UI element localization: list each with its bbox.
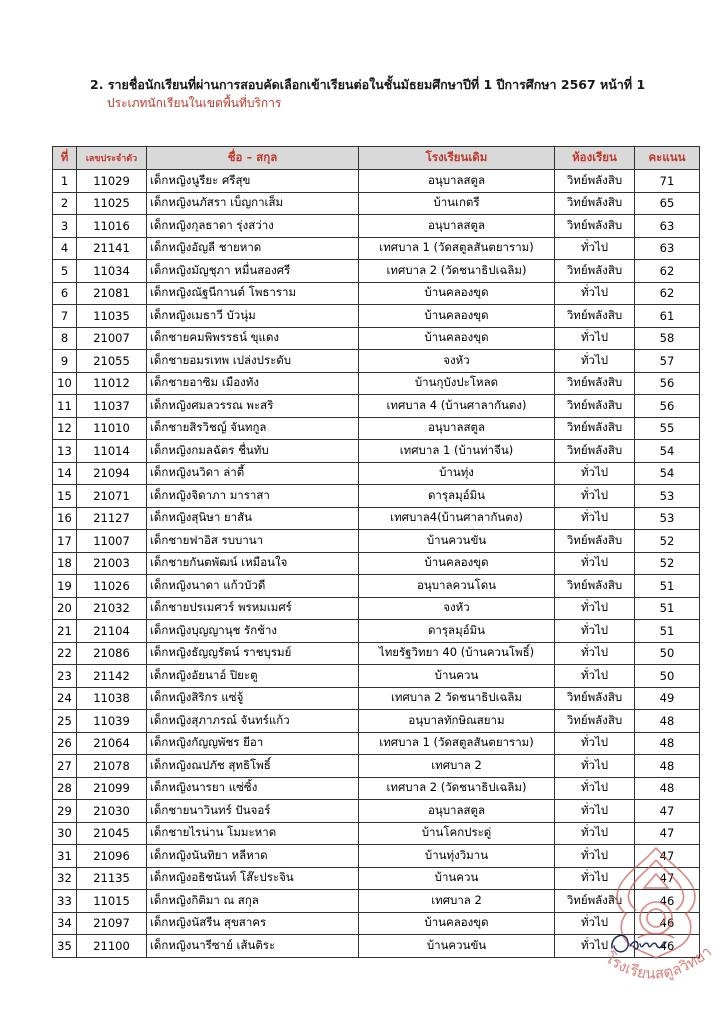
cell-score: 51 [635, 620, 700, 643]
cell-name: เด็กหญิงนันทิยา หลีหาด [147, 845, 359, 868]
cell-score: 50 [635, 642, 700, 665]
cell-no: 13 [53, 440, 77, 463]
cell-room: วิทย์พลังสิบ [555, 215, 635, 238]
cell-no: 19 [53, 575, 77, 598]
table-row [53, 372, 700, 395]
cell-school: บ้านคลองขุด [359, 912, 555, 935]
header-name: ชื่อ – สกุล [147, 147, 359, 170]
cell-student-code: 11014 [77, 440, 147, 463]
cell-student-code: 21064 [77, 732, 147, 755]
cell-room: วิทย์พลังสิบ [555, 260, 635, 283]
header-room: ห้องเรียน [555, 147, 635, 170]
cell-no: 31 [53, 845, 77, 868]
cell-room: ทั่วไป [555, 350, 635, 373]
table-row [53, 665, 700, 688]
table-row [53, 350, 700, 373]
cell-score: 63 [635, 237, 700, 260]
table-row [53, 552, 700, 575]
cell-score: 56 [635, 372, 700, 395]
cell-room: ทั่วไป [555, 597, 635, 620]
cell-name: เด็กชายปรเมศวร์ พรหมเมศร์ [147, 597, 359, 620]
cell-no: 2 [53, 192, 77, 215]
cell-no: 12 [53, 417, 77, 440]
cell-school: อนุบาลสตูล [359, 170, 555, 193]
cell-room: ทั่วไป [555, 800, 635, 823]
cell-score: 65 [635, 192, 700, 215]
table-row [53, 620, 700, 643]
cell-name: เด็กหญิงสุนิษา ยาสัน [147, 507, 359, 530]
cell-room: ทั่วไป [555, 732, 635, 755]
cell-name: เด็กหญิงสุภาภรณ์ จันทร์แก้ว [147, 710, 359, 733]
cell-room: วิทย์พลังสิบ [555, 687, 635, 710]
cell-school: ดารุลมุอ์มิน [359, 485, 555, 508]
cell-student-code: 21045 [77, 822, 147, 845]
cell-school: บ้านคลองขุด [359, 305, 555, 328]
cell-student-code: 11026 [77, 575, 147, 598]
cell-school: อนุบาลสตูล [359, 417, 555, 440]
cell-room: ทั่วไป [555, 507, 635, 530]
cell-room: ทั่วไป [555, 822, 635, 845]
cell-room: ทั่วไป [555, 642, 635, 665]
cell-school: บ้านกุบังปะโหลด [359, 372, 555, 395]
cell-name: เด็กชายนาวินทร์ ปันจอร์ [147, 800, 359, 823]
cell-score: 56 [635, 395, 700, 418]
cell-name: เด็กหญิงนัสรีน สุขสาคร [147, 912, 359, 935]
cell-room: วิทย์พลังสิบ [555, 372, 635, 395]
table-row [53, 912, 700, 935]
cell-student-code: 21097 [77, 912, 147, 935]
table-row [53, 507, 700, 530]
table-row [53, 327, 700, 350]
cell-room: วิทย์พลังสิบ [555, 890, 635, 913]
cell-student-code: 11010 [77, 417, 147, 440]
table-row [53, 440, 700, 463]
cell-no: 29 [53, 800, 77, 823]
cell-no: 35 [53, 935, 77, 958]
cell-school: บ้านควนขัน [359, 530, 555, 553]
table-row [53, 260, 700, 283]
table-row [53, 417, 700, 440]
cell-school: บ้านคลองขุด [359, 282, 555, 305]
cell-score: 62 [635, 260, 700, 283]
cell-no: 5 [53, 260, 77, 283]
cell-score: 53 [635, 507, 700, 530]
cell-name: เด็กหญิงนภัสรา เบ็ญกาเส็ม [147, 192, 359, 215]
table-row [53, 485, 700, 508]
cell-school: บ้านคลองขุด [359, 552, 555, 575]
cell-room: ทั่วไป [555, 462, 635, 485]
cell-room: วิทย์พลังสิบ [555, 192, 635, 215]
cell-school: อนุบาลทักษิณสยาม [359, 710, 555, 733]
cell-name: เด็กหญิงกมลฉัตร ชื่นทับ [147, 440, 359, 463]
cell-score: 58 [635, 327, 700, 350]
cell-school: เทศบาล 2 (วัดชนาธิปเฉลิม) [359, 777, 555, 800]
cell-name: เด็กหญิงบุญญานุช รักช้าง [147, 620, 359, 643]
cell-no: 34 [53, 912, 77, 935]
cell-no: 10 [53, 372, 77, 395]
cell-room: วิทย์พลังสิบ [555, 170, 635, 193]
cell-student-code: 21096 [77, 845, 147, 868]
cell-score: 46 [635, 890, 700, 913]
cell-room: วิทย์พลังสิบ [555, 530, 635, 553]
cell-no: 30 [53, 822, 77, 845]
cell-room: วิทย์พลังสิบ [555, 417, 635, 440]
cell-school: เทศบาล 1 (วัดสตูลสันตยาราม) [359, 732, 555, 755]
cell-name: เด็กหญิงเมธาวี บัวนุ่ม [147, 305, 359, 328]
cell-score: 46 [635, 935, 700, 958]
cell-no: 21 [53, 620, 77, 643]
table-row [53, 192, 700, 215]
cell-student-code: 21055 [77, 350, 147, 373]
cell-room: ทั่วไป [555, 845, 635, 868]
cell-school: บ้านเกตรี [359, 192, 555, 215]
cell-no: 33 [53, 890, 77, 913]
cell-name: เด็กหญิงมัญชุภา หมื่นสองศรี [147, 260, 359, 283]
cell-room: ทั่วไป [555, 327, 635, 350]
cell-name: เด็กหญิงกัญญพัชร ยีอา [147, 732, 359, 755]
cell-school: จงหัว [359, 597, 555, 620]
cell-no: 7 [53, 305, 77, 328]
cell-student-code: 21099 [77, 777, 147, 800]
table-row [53, 732, 700, 755]
cell-student-code: 11037 [77, 395, 147, 418]
cell-student-code: 21003 [77, 552, 147, 575]
cell-school: บ้านทุ่งวิมาน [359, 845, 555, 868]
cell-name: เด็กชายอมรเทพ เปล่งประดับ [147, 350, 359, 373]
cell-no: 9 [53, 350, 77, 373]
cell-room: วิทย์พลังสิบ [555, 440, 635, 463]
cell-score: 48 [635, 732, 700, 755]
cell-student-code: 21086 [77, 642, 147, 665]
cell-score: 71 [635, 170, 700, 193]
cell-name: เด็กหญิงจิดาภา มาราสา [147, 485, 359, 508]
cell-no: 4 [53, 237, 77, 260]
cell-score: 49 [635, 687, 700, 710]
table-row [53, 282, 700, 305]
cell-score: 61 [635, 305, 700, 328]
cell-room: ทั่วไป [555, 777, 635, 800]
cell-room: ทั่วไป [555, 912, 635, 935]
table-row [53, 237, 700, 260]
cell-name: เด็กหญิงณปภัช สุทธิโพธิ์ [147, 755, 359, 778]
cell-school: บ้านควนขัน [359, 935, 555, 958]
cell-score: 47 [635, 822, 700, 845]
cell-name: เด็กหญิงนาดา แก้วบัวดี [147, 575, 359, 598]
cell-name: เด็กชายคมพิพรรธน์ ขุแดง [147, 327, 359, 350]
cell-no: 14 [53, 462, 77, 485]
cell-school: เทศบาล 4 (บ้านศาลากันตง) [359, 395, 555, 418]
document-subtitle: ประเภทนักเรียนในเขตพื้นที่บริการ [107, 96, 282, 110]
cell-room: วิทย์พลังสิบ [555, 395, 635, 418]
cell-student-code: 11012 [77, 372, 147, 395]
cell-room: ทั่วไป [555, 665, 635, 688]
cell-school: จงหัว [359, 350, 555, 373]
cell-student-code: 21078 [77, 755, 147, 778]
cell-no: 20 [53, 597, 77, 620]
cell-score: 46 [635, 912, 700, 935]
cell-score: 52 [635, 552, 700, 575]
cell-school: บ้านควน [359, 665, 555, 688]
cell-name: เด็กหญิงนารีซาย์ เส้นติระ [147, 935, 359, 958]
cell-student-code: 11015 [77, 890, 147, 913]
cell-name: เด็กหญิงกุลธาดา รุ่งสว่าง [147, 215, 359, 238]
cell-score: 55 [635, 417, 700, 440]
cell-no: 25 [53, 710, 77, 733]
cell-school: บ้านทุ่ง [359, 462, 555, 485]
table-row [53, 822, 700, 845]
table-row [53, 845, 700, 868]
cell-no: 26 [53, 732, 77, 755]
cell-student-code: 11038 [77, 687, 147, 710]
cell-name: เด็กหญิงอัญลี ชายหาด [147, 237, 359, 260]
cell-room: ทั่วไป [555, 935, 635, 958]
cell-name: เด็กหญิงสิริกร แซ่จู้ [147, 687, 359, 710]
cell-student-code: 21104 [77, 620, 147, 643]
cell-name: เด็กชายสิรวิชญ์ จันทกูล [147, 417, 359, 440]
cell-name: เด็กหญิงนารยา แซ่ซิ้ง [147, 777, 359, 800]
cell-room: ทั่วไป [555, 620, 635, 643]
cell-room: วิทย์พลังสิบ [555, 710, 635, 733]
cell-school: ไทยรัฐวิทยา 40 (บ้านควนโพธิ์) [359, 642, 555, 665]
table-row [53, 710, 700, 733]
table-row [53, 215, 700, 238]
cell-name: เด็กหญิงอธิชนันท์ โส๊ะประจิน [147, 867, 359, 890]
seal-text: โรงเรียนสตูลวิทยา [601, 942, 716, 983]
cell-school: เทศบาล4(บ้านศาลากันตง) [359, 507, 555, 530]
cell-no: 24 [53, 687, 77, 710]
cell-room: วิทย์พลังสิบ [555, 305, 635, 328]
cell-student-code: 21071 [77, 485, 147, 508]
header-school: โรงเรียนเดิม [359, 147, 555, 170]
cell-no: 11 [53, 395, 77, 418]
cell-name: เด็กชายกันตพัฒน์ เหมือนใจ [147, 552, 359, 575]
cell-name: เด็กหญิงนูรียะ ศรีสุข [147, 170, 359, 193]
cell-student-code: 21032 [77, 597, 147, 620]
cell-student-code: 21081 [77, 282, 147, 305]
cell-score: 54 [635, 462, 700, 485]
table-row [53, 755, 700, 778]
cell-score: 47 [635, 800, 700, 823]
cell-school: เทศบาล 2 [359, 755, 555, 778]
cell-no: 6 [53, 282, 77, 305]
cell-school: บ้านคลองขุด [359, 327, 555, 350]
cell-school: เทศบาล 2 (วัดชนาธิปเฉลิม) [359, 260, 555, 283]
cell-score: 57 [635, 350, 700, 373]
document-heading [90, 76, 690, 112]
cell-student-code: 21100 [77, 935, 147, 958]
cell-name: เด็กหญิงนวิดา ล่าตี้ [147, 462, 359, 485]
cell-school: เทศบาล 1 (บ้านท่าจีน) [359, 440, 555, 463]
cell-no: 16 [53, 507, 77, 530]
table-row [53, 462, 700, 485]
table-row [53, 687, 700, 710]
cell-score: 48 [635, 755, 700, 778]
table-row [53, 395, 700, 418]
document-title: 2. รายชื่อนักเรียนที่ผ่านการสอบคัดเลือกเข้าเรียนต่อในชั้นมัธยมศึกษาปีที่ 1 ปีการศึกษา 2567 หน้าที่ 1 [90, 77, 646, 92]
table-row [53, 597, 700, 620]
cell-room: ทั่วไป [555, 282, 635, 305]
cell-student-code: 21094 [77, 462, 147, 485]
table-row [53, 935, 700, 958]
cell-school: ดารุลมุอ์มิน [359, 620, 555, 643]
header-student-code: เลขประจำตัว [77, 147, 147, 170]
cell-student-code: 21127 [77, 507, 147, 530]
cell-score: 54 [635, 440, 700, 463]
cell-no: 27 [53, 755, 77, 778]
table-row [53, 305, 700, 328]
cell-score: 52 [635, 530, 700, 553]
table-header-row [53, 147, 700, 170]
cell-student-code: 11016 [77, 215, 147, 238]
cell-no: 23 [53, 665, 77, 688]
cell-score: 51 [635, 575, 700, 598]
cell-score: 48 [635, 777, 700, 800]
cell-no: 1 [53, 170, 77, 193]
cell-score: 47 [635, 845, 700, 868]
cell-student-code: 11034 [77, 260, 147, 283]
cell-school: เทศบาล 1 (วัดสตูลสันตยาราม) [359, 237, 555, 260]
cell-school: อนุบาลสตูล [359, 215, 555, 238]
cell-score: 51 [635, 597, 700, 620]
cell-no: 17 [53, 530, 77, 553]
cell-student-code: 21007 [77, 327, 147, 350]
cell-no: 8 [53, 327, 77, 350]
cell-room: ทั่วไป [555, 552, 635, 575]
table-row [53, 170, 700, 193]
cell-score: 53 [635, 485, 700, 508]
cell-no: 18 [53, 552, 77, 575]
cell-school: เทศบาล 2 [359, 890, 555, 913]
cell-name: เด็กหญิงณัฐนีกานต์ โพธาราม [147, 282, 359, 305]
table-row [53, 890, 700, 913]
cell-name: เด็กชายฟาอิส รบบานา [147, 530, 359, 553]
cell-student-code: 11007 [77, 530, 147, 553]
cell-room: ทั่วไป [555, 755, 635, 778]
student-list-table [52, 146, 700, 958]
cell-name: เด็กหญิงอัยนาอ์ ปิยะตู [147, 665, 359, 688]
table-row [53, 777, 700, 800]
table-row [53, 642, 700, 665]
cell-no: 22 [53, 642, 77, 665]
table-row [53, 867, 700, 890]
cell-name: เด็กหญิงธัญญรัตน์ ราชบุรมย์ [147, 642, 359, 665]
cell-name: เด็กหญิงศมลวรรณ พะสริ [147, 395, 359, 418]
cell-name: เด็กหญิงกิติมา ณ สกุล [147, 890, 359, 913]
cell-score: 47 [635, 867, 700, 890]
cell-score: 48 [635, 710, 700, 733]
cell-student-code: 21141 [77, 237, 147, 260]
cell-school: อนุบาลสตูล [359, 800, 555, 823]
cell-no: 15 [53, 485, 77, 508]
cell-school: เทศบาล 2 วัดชนาธิปเฉลิม [359, 687, 555, 710]
cell-name: เด็กชายอาซิม เมืองทัง [147, 372, 359, 395]
cell-score: 63 [635, 215, 700, 238]
cell-school: อนุบาลควนโดน [359, 575, 555, 598]
cell-score: 62 [635, 282, 700, 305]
cell-room: ทั่วไป [555, 867, 635, 890]
cell-student-code: 21030 [77, 800, 147, 823]
cell-room: ทั่วไป [555, 485, 635, 508]
table-row [53, 800, 700, 823]
table-row [53, 530, 700, 553]
header-no: ที่ [53, 147, 77, 170]
cell-school: บ้านโคกประดู่ [359, 822, 555, 845]
cell-student-code: 11039 [77, 710, 147, 733]
cell-name: เด็กชายไรน่าน โมมะหาด [147, 822, 359, 845]
cell-student-code: 11029 [77, 170, 147, 193]
cell-no: 28 [53, 777, 77, 800]
table-row [53, 575, 700, 598]
cell-room: วิทย์พลังสิบ [555, 575, 635, 598]
cell-student-code: 11025 [77, 192, 147, 215]
cell-score: 50 [635, 665, 700, 688]
cell-no: 3 [53, 215, 77, 238]
cell-no: 32 [53, 867, 77, 890]
cell-student-code: 21142 [77, 665, 147, 688]
table-body [53, 170, 700, 958]
cell-room: ทั่วไป [555, 237, 635, 260]
cell-student-code: 11035 [77, 305, 147, 328]
header-score: คะแนน [635, 147, 700, 170]
cell-school: บ้านควน [359, 867, 555, 890]
cell-student-code: 21135 [77, 867, 147, 890]
